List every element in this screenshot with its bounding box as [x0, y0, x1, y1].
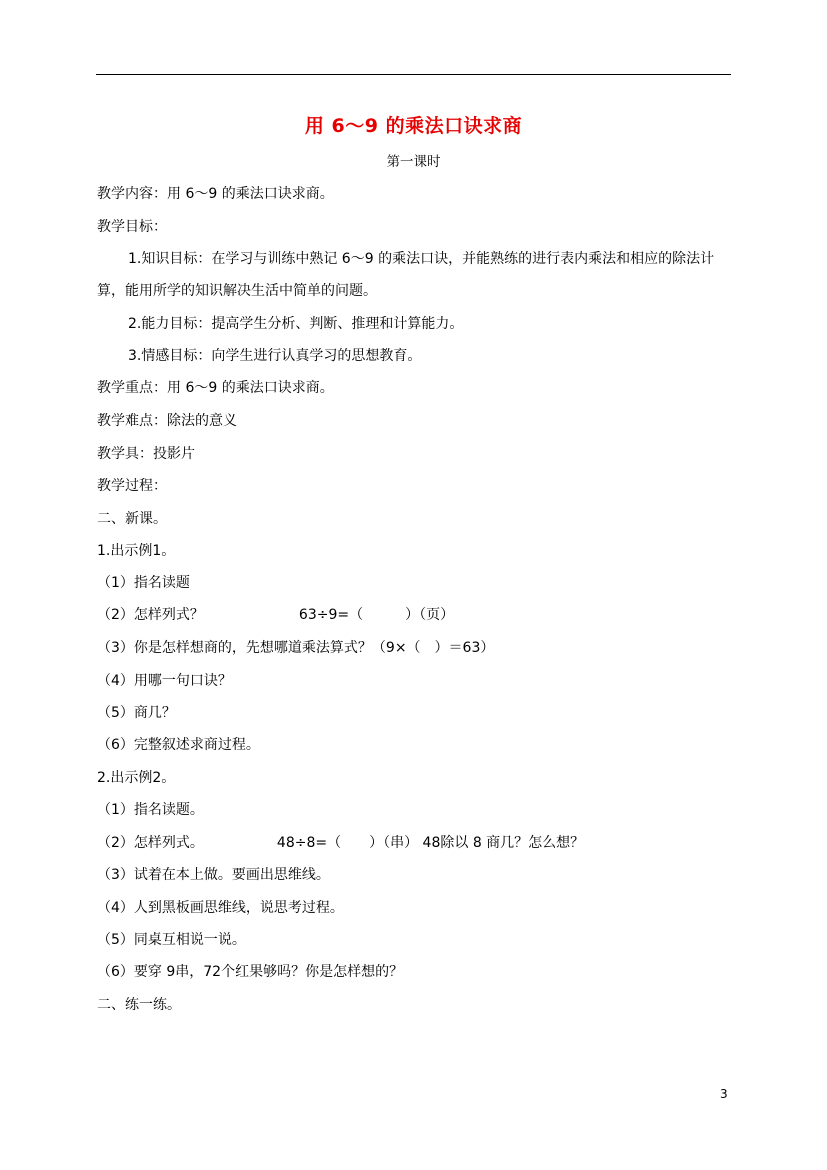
example-2-step-3: （3）试着在本上做。要画出思维线。	[97, 867, 330, 883]
example-2-step-2-question: （2）怎样列式。	[97, 835, 204, 851]
example-2-step-5: （5）同桌互相说一说。	[97, 932, 246, 948]
example-2-step-4: （4）人到黑板画思维线，说思考过程。	[97, 900, 344, 916]
example-2-step-1: （1）指名读题。	[97, 802, 204, 818]
example-1-equation: 63÷9=（ ）（页）	[298, 607, 455, 623]
goal-knowledge: 1.知识目标：在学习与训练中熟记 6～9 的乘法口诀，并能熟练的进行表内乘法和相应的除法计	[128, 251, 715, 267]
section-practice: 二、练一练。	[97, 997, 181, 1013]
example-1-step-6: （6）完整叙述求商过程。	[97, 737, 260, 753]
example-1-step-2-question: （2）怎样列式？	[97, 607, 204, 623]
example-2-equation: 48÷8=（ ）（串） 48除以 8 商几？怎么想？	[276, 835, 585, 851]
example-1-step-1: （1）指名读题	[97, 575, 190, 591]
example-1-step-4: （4）用哪一句口诀？	[97, 673, 232, 689]
example-2-heading: 2.出示例2。	[97, 770, 176, 786]
document-title: 用 6～9 的乘法口诀求商	[304, 115, 523, 137]
example-1-step-2	[97, 605, 454, 625]
page-number: 3	[720, 1087, 728, 1101]
header-rule	[96, 74, 731, 75]
example-2-step-2	[97, 833, 584, 853]
example-1-heading: 1.出示例1。	[97, 543, 176, 559]
example-1-step-3: （3）你是怎样想商的，先想哪道乘法算式？（9×（ ）＝63）	[97, 640, 495, 656]
teaching-process-heading: 教学过程：	[97, 478, 167, 494]
teaching-tools: 教学具：投影片	[97, 446, 195, 462]
example-1-step-5: （5）商几？	[97, 705, 176, 721]
section-new-lesson: 二、新课。	[97, 511, 167, 527]
goal-knowledge-cont: 算，能用所学的知识解决生活中简单的问题。	[97, 283, 377, 299]
goal-emotion: 3.情感目标：向学生进行认真学习的思想教育。	[128, 348, 422, 364]
teaching-difficulty: 教学难点：除法的意义	[97, 413, 237, 429]
teaching-key-point: 教学重点：用 6～9 的乘法口诀求商。	[97, 380, 334, 396]
goal-ability: 2.能力目标：提高学生分析、判断、推理和计算能力。	[128, 316, 464, 332]
lesson-subtitle: 第一课时	[386, 154, 441, 170]
example-2-step-6: （6）要穿 9串，72个红果够吗？你是怎样想的？	[97, 964, 404, 980]
teaching-goals-heading: 教学目标：	[97, 219, 167, 235]
teaching-content: 教学内容：用 6～9 的乘法口诀求商。	[97, 186, 334, 202]
